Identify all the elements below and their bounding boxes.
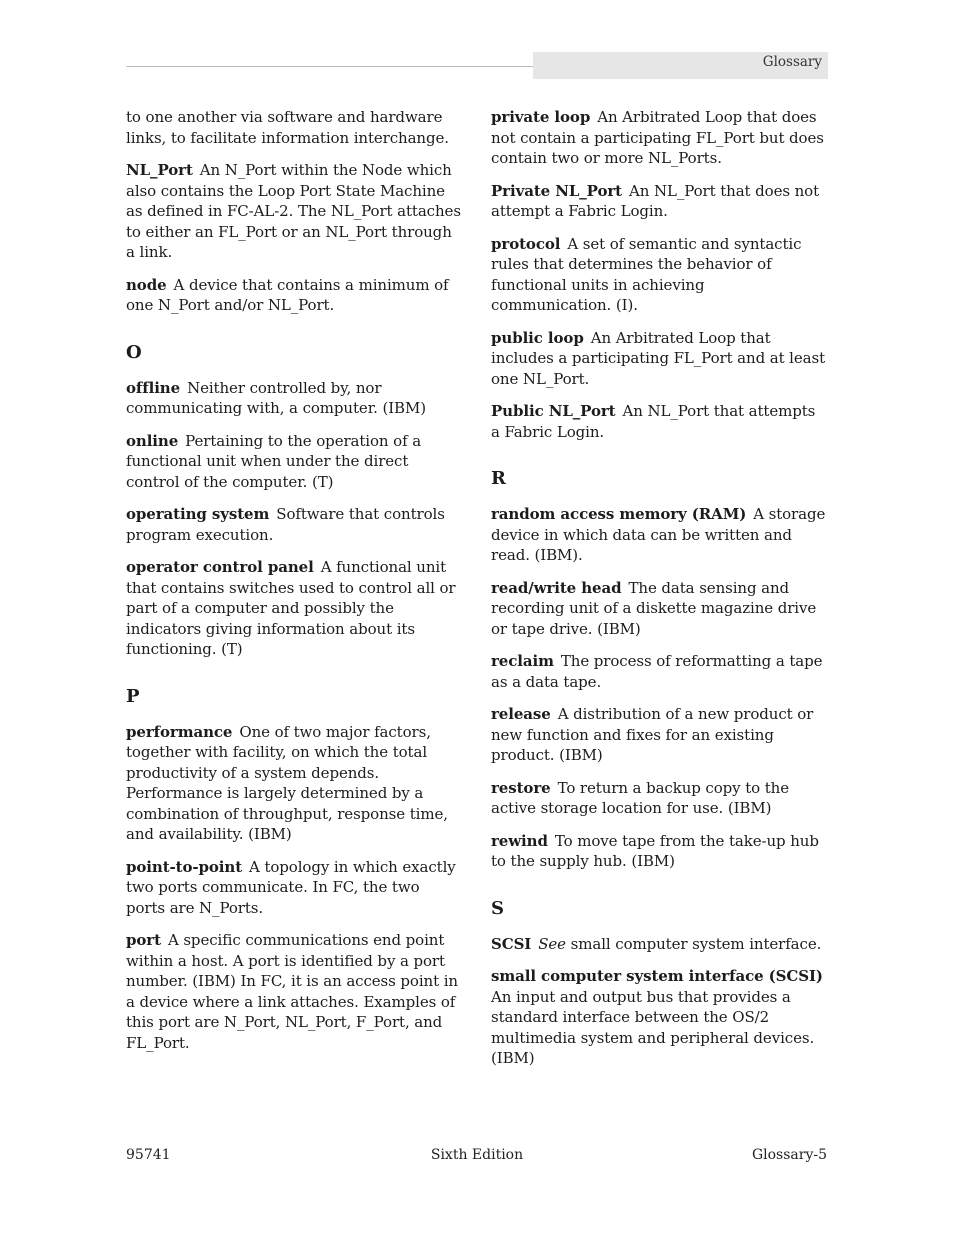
glossary-term: point-to-point — [126, 857, 243, 876]
glossary-entry — [126, 857, 462, 919]
section-heading-s: S — [491, 897, 504, 919]
entries-p — [126, 722, 462, 1054]
glossary-term: NL_Port — [126, 161, 193, 179]
glossary-definition: A functional unit that contains switches used to control all or part of a computer and possibly the indicators giving information about its functioning. (T) — [126, 558, 456, 658]
section-heading-p: P — [126, 685, 140, 707]
glossary-entry — [126, 504, 462, 545]
glossary-term: rewind — [491, 831, 548, 850]
entries-r — [491, 504, 827, 872]
glossary-entry — [126, 431, 462, 493]
section-heading-o: O — [126, 341, 142, 363]
glossary-term: reclaim — [491, 652, 554, 670]
glossary-definition: An Arbitrated Loop that includes a participating FL_Port and at least one NL_Port. — [491, 328, 826, 388]
glossary-entry — [126, 722, 462, 845]
glossary-entry — [126, 160, 462, 263]
glossary-definition: An NL_Port that attempts a Fabric Login. — [491, 402, 816, 441]
glossary-definition: Neither controlled by, nor communicating with, a computer. (IBM) — [126, 378, 426, 417]
glossary-entry — [491, 504, 827, 566]
glossary-term: Private NL_Port — [491, 181, 622, 200]
glossary-definition: A specific communications end point within a host. A port is identified by a port number. (IBM) In FC, it is an access point in a device where a link attaches. Examples of this port are N_Port, NL_Port, F_Port, and FL_Port. — [126, 931, 458, 1052]
footer-edition: Sixth Edition — [430, 1147, 524, 1163]
glossary-term: public loop — [491, 328, 584, 347]
glossary-term: node — [126, 275, 167, 294]
glossary-definition: An Arbitrated Loop that does not contain a participating FL_Port but does contain two or more NL_Ports. — [491, 108, 824, 167]
glossary-definition: To move tape from the take-up hub to the supply hub. (IBM) — [491, 831, 819, 870]
glossary-entry — [491, 181, 827, 222]
glossary-term: operator control panel — [126, 558, 314, 576]
glossary-entry — [491, 328, 827, 390]
glossary-definition: small computer system interface. — [570, 934, 822, 953]
glossary-definition: To return a backup copy to the active storage location for use. (IBM) — [491, 778, 789, 817]
section-heading-r: R — [491, 468, 506, 489]
running-header-title: Glossary — [762, 54, 822, 70]
glossary-entry — [491, 831, 827, 872]
glossary-definition: The process of reformatting a tape as a data tape. — [491, 652, 823, 691]
glossary-entry — [491, 966, 827, 1069]
glossary-definition: One of two major factors, together with facility, on which the total productivity of a system depends. Performance is largely determined by a combination of throughput, response time, and availability. (IBM) — [126, 722, 448, 843]
glossary-entry — [491, 651, 827, 692]
see-reference-label: See — [538, 934, 566, 953]
glossary-entry — [491, 778, 827, 819]
glossary-entry — [126, 557, 462, 660]
glossary-definition: An N_Port within the Node which also contains the Loop Port State Machine as defined in FC-AL-2. The NL_Port attaches to either an FL_Port or an NL_Port through a link. — [126, 161, 461, 261]
glossary-definition: A device that contains a minimum of one N_Port and/or NL_Port. — [126, 275, 449, 314]
glossary-term: port — [126, 931, 161, 949]
glossary-term: small computer system interface (SCSI) — [491, 967, 823, 985]
glossary-definition: Software that controls program execution. — [126, 505, 445, 544]
footer-page-number: Glossary-5 — [751, 1147, 827, 1163]
glossary-term: offline — [126, 378, 181, 397]
glossary-definition: A storage device in which data can be written and read. (IBM). — [491, 505, 826, 564]
continued-definition: to one another via software and hardware links, to facilitate information interchange. — [126, 108, 449, 147]
left-column — [126, 107, 462, 1065]
glossary-entry — [491, 704, 827, 766]
glossary-term: random access memory (RAM) — [491, 505, 747, 523]
glossary-term: online — [126, 431, 179, 450]
right-column — [491, 107, 827, 1081]
glossary-definition: The data sensing and recording unit of a diskette magazine drive or tape drive. (IBM) — [491, 578, 817, 638]
glossary-term: private loop — [491, 108, 591, 126]
glossary-term: read/write head — [491, 578, 622, 597]
footer-doc-number: 95741 — [126, 1147, 171, 1163]
glossary-entry — [491, 934, 827, 955]
glossary-term: Public NL_Port — [491, 402, 616, 420]
glossary-entry — [126, 930, 462, 1053]
glossary-entry — [491, 401, 827, 442]
entries-n — [126, 160, 462, 316]
glossary-entry — [491, 234, 827, 316]
glossary-definition: An input and output bus that provides a standard interface between the OS/2 multimedia system and peripheral devices. (IBM) — [491, 987, 815, 1067]
glossary-term: restore — [491, 778, 551, 797]
header-rule — [126, 66, 534, 67]
glossary-term: release — [491, 705, 551, 723]
glossary-definition: A topology in which exactly two ports communicate. In FC, the two ports are N_Ports. — [126, 857, 456, 917]
glossary-entry — [491, 578, 827, 640]
glossary-term: performance — [126, 722, 233, 741]
entries-o — [126, 378, 462, 660]
entries-s — [491, 934, 827, 1069]
glossary-definition: A distribution of a new product or new function and fixes for an existing product. (IBM) — [491, 705, 814, 764]
glossary-definition: An NL_Port that does not attempt a Fabric Login. — [491, 181, 820, 220]
entries-p-continued — [491, 107, 827, 442]
glossary-entry — [491, 107, 827, 169]
glossary-term: protocol — [491, 234, 561, 253]
glossary-definition: A set of semantic and syntactic rules that determines the behavior of functional units in achieving communication. (I). — [491, 234, 802, 314]
glossary-term: SCSI — [491, 934, 532, 953]
glossary-definition: Pertaining to the operation of a functional unit when under the direct control of the computer. (T) — [126, 431, 422, 491]
glossary-entry — [126, 378, 462, 419]
glossary-entry — [126, 275, 462, 316]
glossary-term: operating system — [126, 505, 270, 523]
